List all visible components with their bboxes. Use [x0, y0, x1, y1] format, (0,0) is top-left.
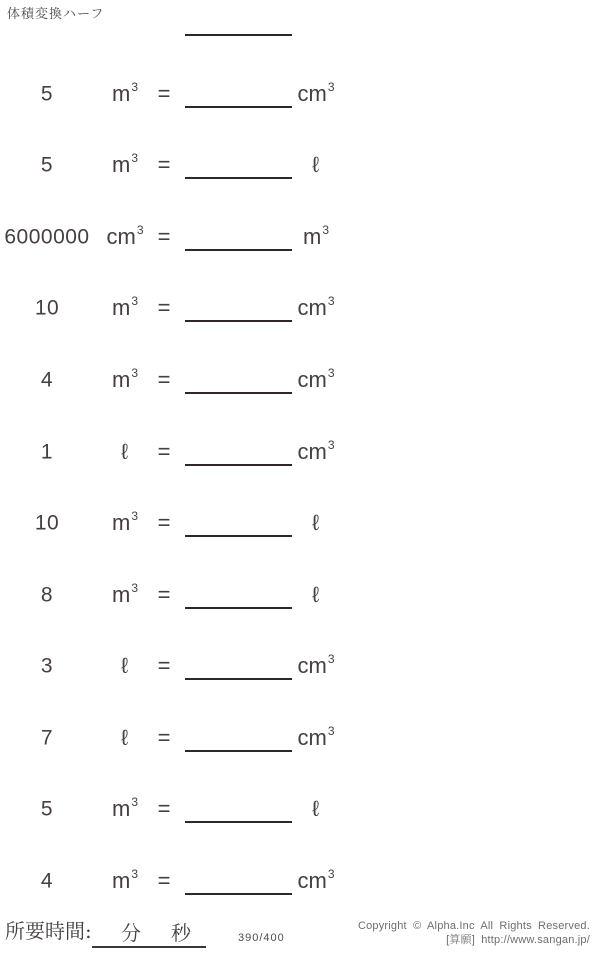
- problem-value: 1: [40, 440, 54, 464]
- copyright-line1: Copyright © Alpha.Inc All Rights Reserved.: [357, 920, 590, 932]
- problem-unit-to: [285, 581, 347, 607]
- equals-sign: =: [157, 724, 171, 750]
- unit-to-base: ℓ: [311, 581, 320, 607]
- unit-from-base: ℓ: [120, 653, 129, 679]
- unit-to-base: cm: [297, 438, 327, 464]
- problem-value: 10: [34, 511, 60, 535]
- problem-unit-from: [94, 509, 156, 536]
- unit-to-exponent: 3: [322, 222, 329, 237]
- equals-sign: =: [157, 581, 171, 607]
- equals-sign: =: [157, 295, 171, 321]
- unit-from-base: m: [111, 80, 131, 106]
- problem-row: [0, 845, 600, 917]
- minutes-label: 分: [121, 921, 141, 945]
- progress-counter: 390/400: [238, 932, 285, 944]
- equals-sign: =: [157, 438, 171, 464]
- unit-to-base: ℓ: [311, 152, 320, 178]
- time-answer-blank: [92, 917, 206, 948]
- problem-unit-to: [285, 652, 347, 679]
- problem-unit-from: [94, 866, 156, 893]
- problem-value: 5: [40, 82, 54, 106]
- answer-blank-line: [185, 750, 292, 752]
- answer-blank-line: [185, 464, 292, 466]
- copyright-line2: [算願] http://www.sangan.jp/: [446, 934, 590, 946]
- problem-unit-to: [285, 723, 347, 750]
- problem-unit-to: [285, 798, 347, 820]
- unit-from-exponent: 3: [131, 509, 138, 524]
- problem-unit-from: [94, 79, 156, 106]
- equals-sign: =: [157, 80, 171, 106]
- equals-sign: =: [157, 223, 171, 249]
- problem-unit-from: [94, 294, 156, 321]
- unit-to-base: cm: [297, 367, 327, 392]
- answer-blank-line: [185, 177, 292, 179]
- unit-from-base: m: [111, 867, 131, 893]
- problem-unit-from: [94, 795, 156, 822]
- answer-blank-line: [185, 535, 292, 537]
- unit-from-exponent: 3: [131, 866, 138, 881]
- answer-blank-line: [185, 392, 292, 394]
- unit-to-base: cm: [297, 295, 327, 321]
- unit-from-base: m: [111, 510, 131, 536]
- problem-value: 5: [40, 797, 54, 821]
- unit-to-base: ℓ: [311, 510, 320, 536]
- unit-from-exponent: 3: [136, 222, 144, 237]
- unit-to-base: cm: [297, 724, 327, 750]
- unit-to-base: cm: [297, 80, 327, 106]
- problem-row: [0, 773, 600, 845]
- unit-to-base: cm: [297, 653, 327, 679]
- problem-unit-from: [94, 151, 156, 178]
- answer-blank-line: [185, 106, 292, 108]
- problem-unit-from: [94, 580, 156, 607]
- unit-to-exponent: 3: [327, 723, 335, 738]
- answer-blank-line: [185, 821, 292, 823]
- unit-from-exponent: 3: [131, 366, 138, 380]
- problem-row: [0, 129, 600, 201]
- seconds-label: 秒: [171, 921, 191, 945]
- problem-row: [0, 416, 600, 488]
- problem-value: 6000000: [4, 225, 90, 249]
- unit-to-exponent: 3: [327, 366, 335, 380]
- unit-from-base: m: [111, 581, 131, 607]
- unit-to-exponent: 3: [327, 652, 335, 667]
- problem-unit-to: [285, 154, 347, 176]
- unit-from-exponent: 3: [131, 151, 138, 166]
- equals-sign: =: [157, 867, 171, 893]
- unit-from-base: ℓ: [120, 724, 129, 750]
- problem-unit-to: [285, 512, 347, 534]
- equals-sign: =: [157, 796, 171, 822]
- unit-from-exponent: 3: [131, 294, 138, 309]
- problem-value: 5: [40, 153, 54, 177]
- problem-value: 4: [40, 368, 54, 392]
- problem-row: [0, 201, 600, 273]
- unit-from-base: m: [111, 796, 131, 822]
- problem-value: 8: [40, 583, 54, 607]
- unit-from-exponent: 3: [131, 79, 138, 94]
- unit-from-exponent: 3: [131, 580, 138, 595]
- problem-unit-to: [285, 294, 347, 321]
- equals-sign: =: [157, 152, 171, 178]
- problem-row: [0, 344, 600, 416]
- page-title: 体積変換ハーフ: [7, 7, 105, 22]
- answer-blank-line: [185, 607, 292, 609]
- unit-to-exponent: 3: [327, 79, 335, 94]
- problem-row: [0, 58, 600, 130]
- unit-from-exponent: 3: [131, 795, 138, 810]
- problem-value: 4: [40, 869, 54, 893]
- answer-blank-line: [185, 249, 292, 251]
- unit-to-exponent: 3: [327, 437, 335, 452]
- unit-to-base: m: [302, 223, 322, 249]
- unit-from-base: m: [111, 152, 131, 178]
- unit-from-base: cm: [106, 223, 136, 249]
- problem-value: 7: [40, 726, 54, 750]
- unit-from-base: m: [111, 367, 131, 392]
- unit-to-exponent: 3: [327, 294, 335, 309]
- copyright: [358, 919, 590, 947]
- answer-blank-line: [185, 320, 292, 322]
- problem-unit-from: [94, 724, 156, 750]
- problem-unit-from: [94, 655, 156, 677]
- equals-sign: =: [157, 510, 171, 536]
- problem-row: [0, 272, 600, 344]
- unit-from-base: m: [111, 295, 131, 321]
- problem-unit-to: [285, 866, 347, 893]
- problem-unit-from: [94, 438, 156, 464]
- problem-unit-from: [94, 366, 156, 392]
- unit-to-exponent: 3: [327, 866, 335, 881]
- answer-blank-line: [185, 678, 292, 680]
- equals-sign: =: [157, 653, 171, 679]
- problem-value: 10: [34, 296, 60, 320]
- problem-value: 3: [40, 654, 54, 678]
- problem-unit-to: [285, 79, 347, 106]
- problem-unit-to: [285, 222, 347, 249]
- footer: [0, 915, 600, 954]
- problem-unit-to: [285, 366, 347, 392]
- equals-sign: =: [157, 367, 171, 392]
- unit-to-base: ℓ: [311, 796, 320, 822]
- problem-unit-from: [94, 222, 156, 249]
- problem-row: [0, 702, 600, 774]
- problem-row: [0, 487, 600, 559]
- problem-row: [0, 630, 600, 702]
- unit-from-base: ℓ: [120, 438, 129, 464]
- partial-answer-line: [185, 34, 292, 36]
- time-required-label: 所要時間:: [5, 919, 92, 943]
- problem-row: [0, 559, 600, 631]
- unit-to-base: cm: [297, 867, 327, 893]
- answer-blank-line: [185, 893, 292, 895]
- problem-unit-to: [285, 437, 347, 464]
